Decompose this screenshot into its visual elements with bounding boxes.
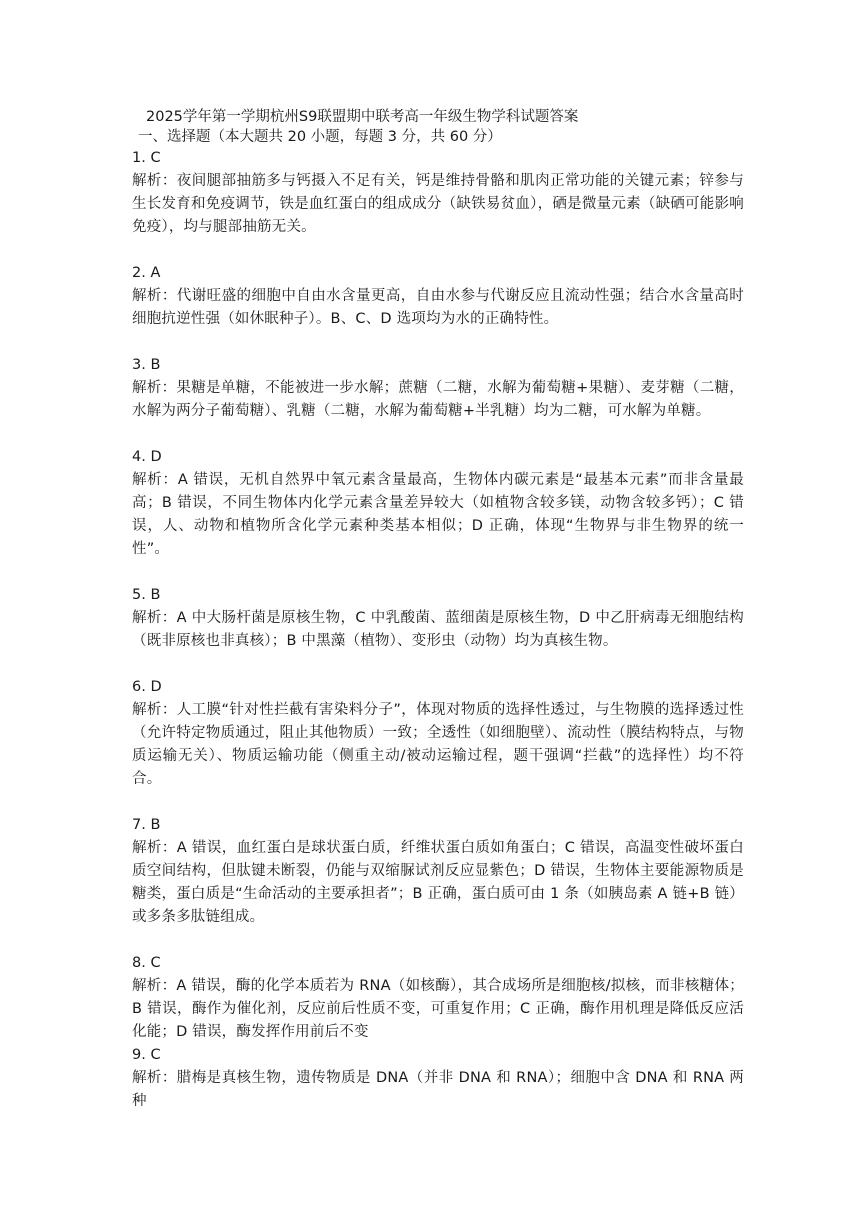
question-number: 5. B: [132, 587, 161, 603]
question-block: [132, 262, 744, 331]
question-block: [132, 814, 744, 929]
question-number: 4. D: [132, 449, 162, 465]
question-number: 3. B: [132, 357, 161, 373]
question-number: 9. C: [132, 1047, 161, 1063]
question-explanation: 解析：夜间腿部抽筋多与钙摄入不足有关，钙是维持骨骼和肌肉正常功能的关键元素；锌参与生长发育和免疫调节，铁是血红蛋白的组成成分（缺铁易贫血），硒是微量元素（缺硒可能影响免疫），均与腿部抽筋无关。: [132, 173, 744, 235]
question-number: 6. D: [132, 679, 162, 695]
question-block: [132, 584, 744, 653]
question-number: 1. C: [132, 150, 161, 166]
section-heading: 一、选择题（本大题共 20 小题，每题 3 分，共 60 分）: [138, 129, 502, 145]
question-block: [132, 1044, 744, 1113]
question-explanation: 解析：果糖是单糖，不能被进一步水解；蔗糖（二糖，水解为葡萄糖+果糖）、麦芽糖（二糖，水解为两分子葡萄糖）、乳糖（二糖，水解为葡萄糖+半乳糖）均为二糖，可水解为单糖。: [132, 380, 744, 419]
question-explanation: 解析：A 错误，酶的化学本质若为 RNA（如核酶），其合成场所是细胞核/拟核，而非核糖体；B 错误，酶作为催化剂，反应前后性质不变，可重复作用；C 正确，酶作用机理是降低反应活化能；D 错误，酶发挥作用前后不变: [132, 978, 744, 1040]
question-explanation: 解析：代谢旺盛的细胞中自由水含量更高，自由水参与代谢反应且流动性强；结合水含量高时细胞抗逆性强（如休眠种子）。B、C、D 选项均为水的正确特性。: [132, 288, 744, 327]
document-title: 2025学年第一学期杭州S9联盟期中联考高一年级生物学科试题答案: [146, 109, 579, 125]
question-block: [132, 354, 744, 423]
question-number: 2. A: [132, 265, 161, 281]
question-explanation: 解析：A 错误，无机自然界中氧元素含量最高，生物体内碳元素是“最基本元素”而非含量最高；B 错误，不同生物体内化学元素含量差异较大（如植物含较多镁，动物含较多钙）；C 错误，人、动物和植物所含化学元素种类基本相似；D 正确，体现“生物界与非生物界的统一性”。: [132, 472, 744, 557]
question-block: [132, 676, 744, 791]
question-explanation: 解析：A 中大肠杆菌是原核生物，C 中乳酸菌、蓝细菌是原核生物，D 中乙肝病毒无细胞结构（既非原核也非真核）；B 中黑藻（植物）、变形虫（动物）均为真核生物。: [132, 610, 744, 649]
question-explanation: 解析：腊梅是真核生物，遗传物质是 DNA（并非 DNA 和 RNA）；细胞中含 DNA 和 RNA 两种: [132, 1070, 744, 1109]
question-block: [132, 952, 744, 1044]
question-block: [132, 147, 744, 239]
question-explanation: 解析：A 错误，血红蛋白是球状蛋白质，纤维状蛋白质如角蛋白；C 错误，高温变性破坏蛋白质空间结构，但肽键未断裂，仍能与双缩脲试剂反应显紫色；D 错误，生物体主要能源物质是糖类，蛋白质是“生命活动的主要承担者”；B 正确，蛋白质可由 1 条（如胰岛素 A 链+B 链）或多条多肽链组成。: [132, 840, 744, 925]
question-number: 8. C: [132, 955, 161, 971]
question-explanation: 解析：人工膜“针对性拦截有害染料分子”，体现对物质的选择性透过，与生物膜的选择透过性（允许特定物质通过，阻止其他物质）一致；全透性（如细胞壁）、流动性（膜结构特点，与物质运输无关）、物质运输功能（侧重主动/被动运输过程，题干强调“拦截”的选择性）均不符合。: [132, 702, 744, 787]
question-number: 7. B: [132, 817, 161, 833]
question-block: [132, 446, 744, 561]
document-body: [132, 107, 744, 1113]
